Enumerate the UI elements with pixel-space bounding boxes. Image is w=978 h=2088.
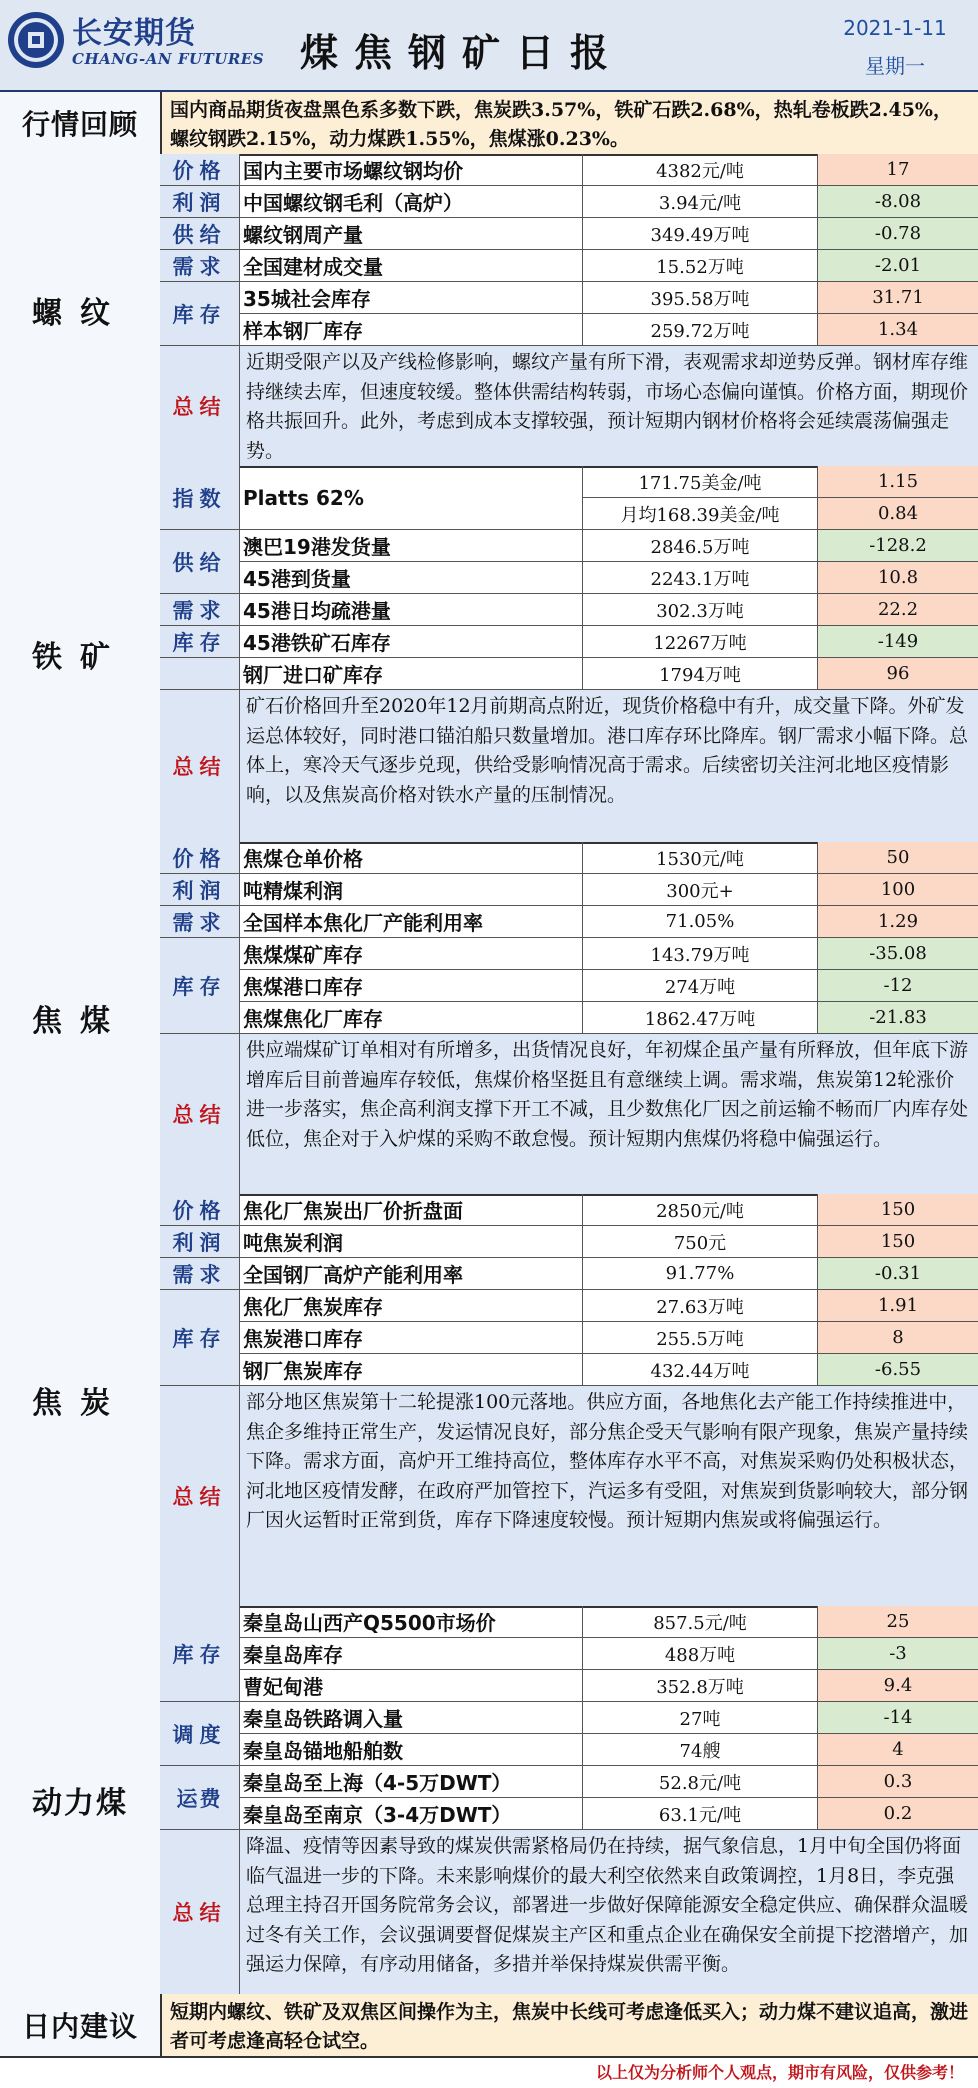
indicator-value: 4382元/吨 [583, 154, 818, 186]
section-rebar [0, 154, 978, 468]
indicator-value: 488万吨 [583, 1638, 818, 1670]
group-label: 利润 [160, 874, 240, 906]
indicator-name: 秦皇岛锚地船舶数 [240, 1734, 583, 1766]
market-review [0, 92, 978, 156]
report-header [0, 0, 978, 92]
table-row [240, 626, 978, 658]
indicator-value: 52.8元/吨 [583, 1766, 818, 1798]
table-row [240, 1354, 978, 1386]
indicator-change: -6.55 [818, 1354, 978, 1386]
indicator-name: 45港铁矿石库存 [240, 626, 583, 658]
indicator-value: 27吨 [583, 1702, 818, 1734]
market-review-text: 国内商品期货夜盘黑色系多数下跌，焦炭跌3.57%，铁矿石跌2.68%，热轧卷板跌2.45%，螺纹钢跌2.15%，动力煤跌1.55%，焦煤涨0.23%。 [162, 92, 978, 154]
group-label: 库存 [160, 282, 240, 346]
table-row [240, 314, 978, 346]
indicator-change: 8 [818, 1322, 978, 1354]
table-row [240, 874, 978, 906]
section-iron-ore [0, 466, 978, 844]
table-row [240, 658, 978, 690]
indicator-name: 焦煤焦化厂库存 [240, 1002, 583, 1034]
indicator-change: 31.71 [818, 282, 978, 314]
indicator-name: 35城社会库存 [240, 282, 583, 314]
indicator-change: 1.15 [818, 466, 978, 498]
indicator-change: -8.08 [818, 186, 978, 218]
section-summary: 供应端煤矿订单相对有所增多，出货情况良好，年初煤企虽产量有所释放，但年底下游增库后目前普遍库存较低，焦煤价格坚挺且有意继续上调。需求端，焦炭第12轮涨价进一步落实，焦企高利润支撑下开工不减，且少数焦化厂因之前运输不畅而厂内库存处低位，焦企对于入炉煤的采购不敢怠慢。预计短期内焦煤仍将稳中偏强运行。 [240, 1034, 978, 1194]
brand-name-english: CHANG-AN FUTURES [72, 50, 265, 68]
table-row-platts [240, 466, 978, 530]
indicator-value: 432.44万吨 [583, 1354, 818, 1386]
group-label-summary: 总结 [160, 1386, 240, 1606]
table-row [240, 1194, 978, 1226]
indicator-value: 2850元/吨 [583, 1194, 818, 1226]
indicator-value: 15.52万吨 [583, 250, 818, 282]
indicator-change: 1.29 [818, 906, 978, 938]
brand-name: 长安期货 [72, 16, 196, 51]
section-title: 铁矿 [0, 466, 162, 842]
group-label: 需求 [160, 250, 240, 282]
table-row [240, 1670, 978, 1702]
indicator-change: 0.84 [818, 498, 978, 530]
table-row [240, 1638, 978, 1670]
disclaimer: 以上仅为分析师个人观点，期市有风险，仅供参考！ [595, 2063, 964, 2082]
report-weekday: 星期一 [865, 54, 925, 78]
indicator-name: 吨精煤利润 [240, 874, 583, 906]
indicator-change: 150 [818, 1226, 978, 1258]
group-label-summary: 总结 [160, 1034, 240, 1194]
indicator-name: 样本钢厂库存 [240, 314, 583, 346]
group-label: 价格 [160, 842, 240, 874]
table-row [240, 906, 978, 938]
indicator-name: 全国样本焦化厂产能利用率 [240, 906, 583, 938]
group-label-summary: 总结 [160, 346, 240, 466]
table-row [240, 842, 978, 874]
table-row [240, 1002, 978, 1034]
table-row [240, 186, 978, 218]
section-title: 焦煤 [0, 842, 162, 1194]
group-label: 调度 [160, 1702, 240, 1766]
indicator-value: 2846.5万吨 [583, 530, 818, 562]
table-row [240, 970, 978, 1002]
group-label-summary: 总结 [160, 1830, 240, 1994]
indicator-change: 150 [818, 1194, 978, 1226]
table-row [240, 594, 978, 626]
table-row [240, 1322, 978, 1354]
indicator-change: 0.2 [818, 1798, 978, 1830]
table-row [240, 282, 978, 314]
indicator-change: 1.34 [818, 314, 978, 346]
indicator-value: 63.1元/吨 [583, 1798, 818, 1830]
indicator-value: 259.72万吨 [583, 314, 818, 346]
indicator-value: 3.94元/吨 [583, 186, 818, 218]
indicator-change: 22.2 [818, 594, 978, 626]
indicator-change: 96 [818, 658, 978, 690]
indicator-name: 焦化厂焦炭库存 [240, 1290, 583, 1322]
indicator-name: 中国螺纹钢毛利（高炉） [240, 186, 583, 218]
indicator-name: 秦皇岛山西产Q5500市场价 [240, 1606, 583, 1638]
indicator-value: 750元 [583, 1226, 818, 1258]
indicator-change: -149 [818, 626, 978, 658]
intraday-advice [0, 1994, 978, 2058]
indicator-value: 91.77% [583, 1258, 818, 1290]
table-row [240, 1226, 978, 1258]
indicator-name: 焦煤煤矿库存 [240, 938, 583, 970]
indicator-value: 349.49万吨 [583, 218, 818, 250]
report-title: 煤焦钢矿日报 [300, 31, 625, 75]
table-row [240, 562, 978, 594]
indicator-change: 1.91 [818, 1290, 978, 1322]
indicator-value: 74艘 [583, 1734, 818, 1766]
indicator-name: Platts 62% [240, 466, 583, 530]
indicator-change: 17 [818, 154, 978, 186]
intraday-advice-text: 短期内螺纹、铁矿及双焦区间操作为主，焦炭中长线可考虑逢低买入；动力煤不建议追高，激进者可考虑逢高轻仓试空。 [162, 1994, 978, 2056]
indicator-change: -0.78 [818, 218, 978, 250]
report-date: 2021-1-11 [843, 16, 947, 40]
table-row [240, 1798, 978, 1830]
indicator-change: -35.08 [818, 938, 978, 970]
group-label: 利润 [160, 186, 240, 218]
intraday-advice-label: 日内建议 [0, 1994, 162, 2056]
indicator-change: 25 [818, 1606, 978, 1638]
group-label: 库存 [160, 1290, 240, 1386]
indicator-change: 100 [818, 874, 978, 906]
group-label: 需求 [160, 594, 240, 626]
indicator-value: 352.8万吨 [583, 1670, 818, 1702]
indicator-change: -3 [818, 1638, 978, 1670]
indicator-name: 45港到货量 [240, 562, 583, 594]
indicator-value: 2243.1万吨 [583, 562, 818, 594]
indicator-value: 1862.47万吨 [583, 1002, 818, 1034]
table-row [240, 1766, 978, 1798]
indicator-change: 10.8 [818, 562, 978, 594]
table-row [240, 154, 978, 186]
indicator-change: 50 [818, 842, 978, 874]
chang-an-logo-icon [6, 10, 66, 70]
table-row [240, 250, 978, 282]
table-row [240, 1734, 978, 1766]
indicator-name: 焦化厂焦炭出厂价折盘面 [240, 1194, 583, 1226]
indicator-name: 全国钢厂高炉产能利用率 [240, 1258, 583, 1290]
indicator-name: 吨焦炭利润 [240, 1226, 583, 1258]
indicator-name: 全国建材成交量 [240, 250, 583, 282]
table-row [240, 1702, 978, 1734]
group-label: 库存 [160, 626, 240, 658]
indicator-value: 255.5万吨 [583, 1322, 818, 1354]
group-label: 利润 [160, 1226, 240, 1258]
indicator-value: 27.63万吨 [583, 1290, 818, 1322]
group-label-summary: 总结 [160, 690, 240, 842]
section-thermal-coal [0, 1606, 978, 1996]
indicator-change: -21.83 [818, 1002, 978, 1034]
table-row [240, 1258, 978, 1290]
indicator-name: 秦皇岛铁路调入量 [240, 1702, 583, 1734]
section-title: 螺纹 [0, 154, 162, 466]
section-title: 动力煤 [0, 1606, 162, 1994]
table-row [240, 1606, 978, 1638]
indicator-value: 1794万吨 [583, 658, 818, 690]
indicator-name: 钢厂进口矿库存 [240, 658, 583, 690]
group-label: 价格 [160, 1194, 240, 1226]
group-label: 供给 [160, 218, 240, 250]
indicator-change: -128.2 [818, 530, 978, 562]
indicator-name: 曹妃甸港 [240, 1670, 583, 1702]
group-label: 价格 [160, 154, 240, 186]
indicator-change: -2.01 [818, 250, 978, 282]
table-row [240, 530, 978, 562]
indicator-change: -14 [818, 1702, 978, 1734]
group-label: 需求 [160, 1258, 240, 1290]
indicator-name: 45港日均疏港量 [240, 594, 583, 626]
indicator-name: 钢厂焦炭库存 [240, 1354, 583, 1386]
indicator-value: 302.3万吨 [583, 594, 818, 626]
indicator-name: 澳巴19港发货量 [240, 530, 583, 562]
indicator-change: -12 [818, 970, 978, 1002]
section-summary: 近期受限产以及产线检修影响，螺纹产量有所下滑，表观需求却逆势反弹。钢材库存维持继续去库，但速度较缓。整体供需结构转弱，市场心态偏向谨慎。价格方面，期现价格共振回升。此外，考虑到成本支撑较强，预计短期内钢材价格将会延续震荡偏强走势。 [240, 346, 978, 466]
indicator-value: 71.05% [583, 906, 818, 938]
indicator-value: 12267万吨 [583, 626, 818, 658]
indicator-name: 焦炭港口库存 [240, 1322, 583, 1354]
group-label: 库存 [160, 938, 240, 1034]
indicator-name: 国内主要市场螺纹钢均价 [240, 154, 583, 186]
indicator-value: 143.79万吨 [583, 938, 818, 970]
indicator-change: -0.31 [818, 1258, 978, 1290]
table-row [240, 1290, 978, 1322]
table-row [240, 218, 978, 250]
table-row [240, 938, 978, 970]
indicator-change: 9.4 [818, 1670, 978, 1702]
section-title: 焦炭 [0, 1194, 162, 1606]
section-summary: 降温、疫情等因素导致的煤炭供需紧格局仍在持续，据气象信息，1月中旬全国仍将面临气温进一步的下降。未来影响煤价的最大利空依然来自政策调控，1月8日，李克强总理主持召开国务院常务会议，部署进一步做好保障能源安全稳定供应、确保群众温暖过冬有关工作，会议强调要督促煤炭主产区和重点企业在确保安全前提下挖潜增产，加强运力保障，有序动用储备，多措并举保持煤炭供需平衡。 [240, 1830, 978, 1994]
group-label: 需求 [160, 906, 240, 938]
section-coke [0, 1194, 978, 1608]
indicator-name: 秦皇岛库存 [240, 1638, 583, 1670]
indicator-value: 395.58万吨 [583, 282, 818, 314]
indicator-name: 焦煤仓单价格 [240, 842, 583, 874]
indicator-name: 焦煤港口库存 [240, 970, 583, 1002]
indicator-name: 秦皇岛至上海（4-5万DWT） [240, 1766, 583, 1798]
indicator-value: 857.5元/吨 [583, 1606, 818, 1638]
indicator-name: 螺纹钢周产量 [240, 218, 583, 250]
group-label-empty [160, 658, 240, 690]
indicator-value: 月均168.39美金/吨 [583, 498, 818, 530]
indicator-value: 1530元/吨 [583, 842, 818, 874]
market-review-label: 行情回顾 [0, 92, 162, 154]
group-label: 运费 [160, 1766, 240, 1830]
indicator-change: 4 [818, 1734, 978, 1766]
indicator-name: 秦皇岛至南京（3-4万DWT） [240, 1798, 583, 1830]
group-label: 库存 [160, 1606, 240, 1702]
indicator-change: 0.3 [818, 1766, 978, 1798]
section-summary: 矿石价格回升至2020年12月前期高点附近，现货价格稳中有升，成交量下降。外矿发运总体较好，同时港口锚泊船只数量增加。港口库存环比降库。钢厂需求小幅下降。总体上，寒冷天气逐步兑现，供给受影响情况高于需求。后续密切关注河北地区疫情影响，以及焦炭高价格对铁水产量的压制情况。 [240, 690, 978, 842]
indicator-value: 274万吨 [583, 970, 818, 1002]
indicator-value: 300元+ [583, 874, 818, 906]
section-coking-coal [0, 842, 978, 1196]
group-label: 供给 [160, 530, 240, 594]
section-summary: 部分地区焦炭第十二轮提涨100元落地。供应方面，各地焦化去产能工作持续推进中，焦企多维持正常生产，发运情况良好，部分焦企受天气影响有限产现象，焦炭产量持续下降。需求方面，高炉开工维持高位，整体库存水平不高，对焦炭采购仍处积极状态，河北地区疫情发酵，在政府严加管控下，汽运多有受阻，对焦炭到货影响较大，部分钢厂因火运暂时正常到货，库存下降速度较慢。预计短期内焦炭或将偏强运行。 [240, 1386, 978, 1606]
group-label: 指数 [160, 466, 240, 530]
indicator-value: 171.75美金/吨 [583, 466, 818, 498]
